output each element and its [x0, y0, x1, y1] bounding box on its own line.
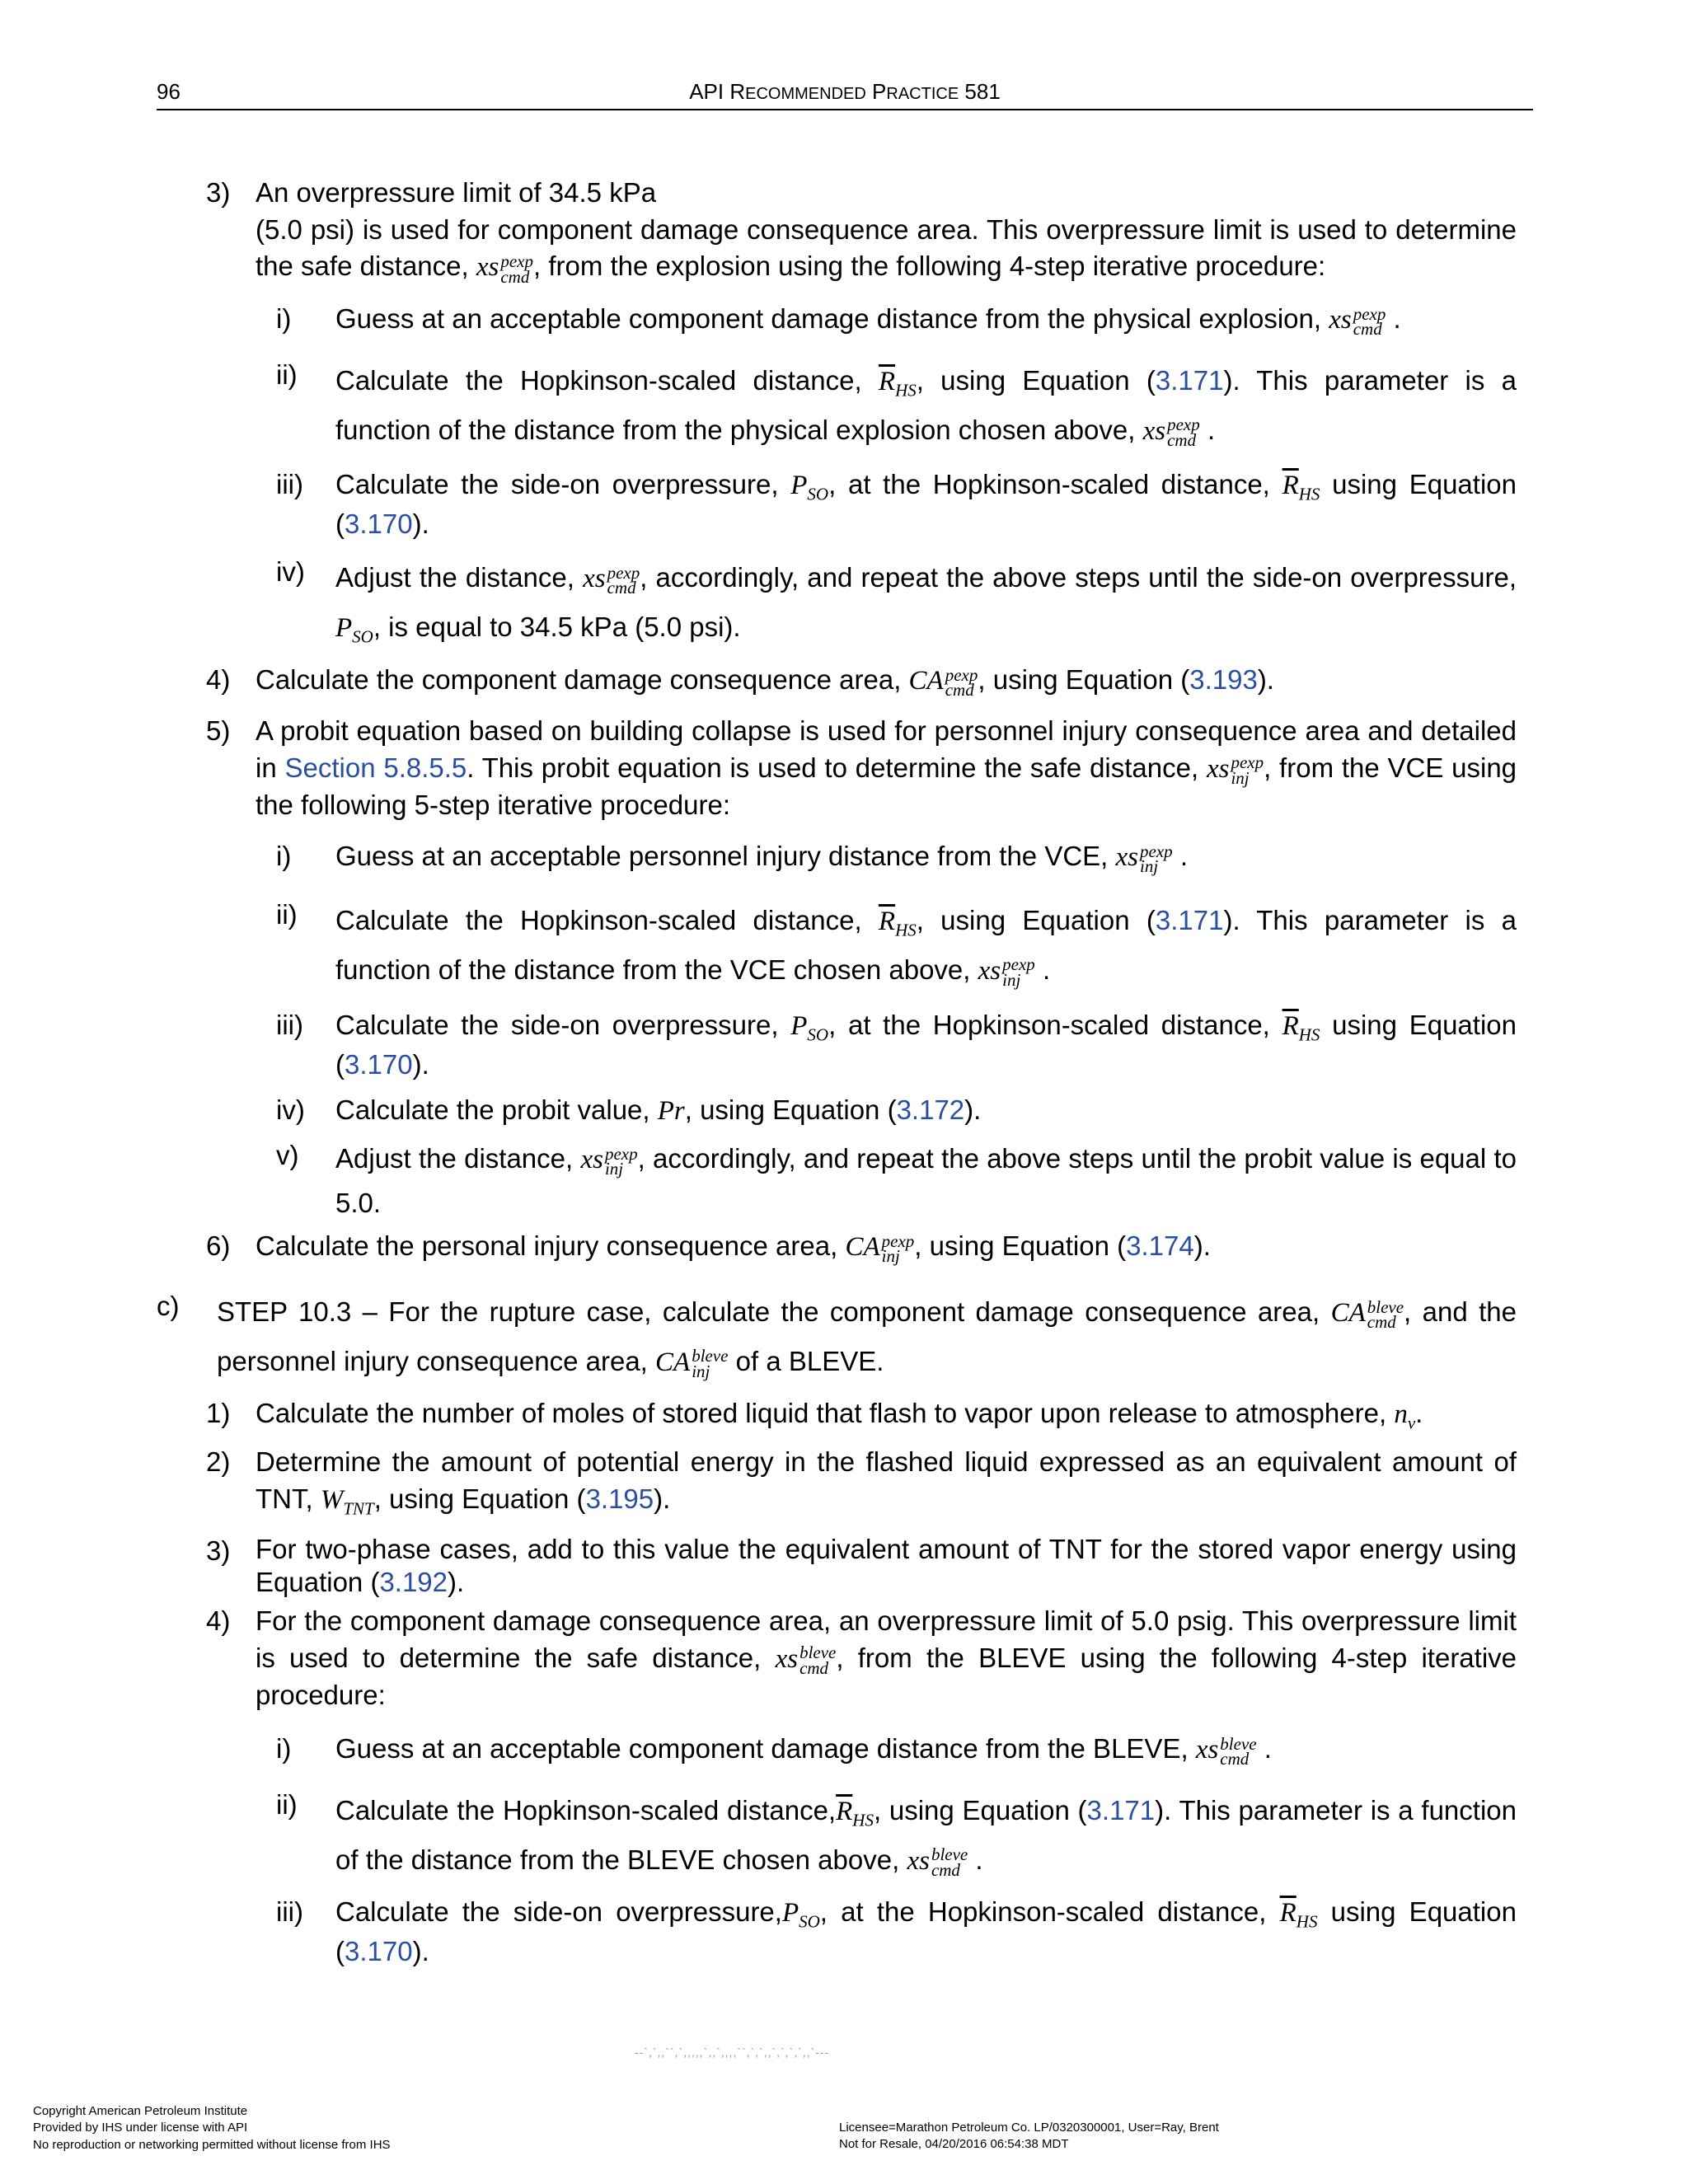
list-item: Adjust the distance, xs pexp cmd , accordingly, and repeat the above steps until the side-on overpressure, $P_{SO}$, is equal to 34.5 kPa (5.0 psi).	[335, 562, 1517, 647]
list-item: Calculate the component damage consequence area, CA pexp cmd , using Equation (3.193).	[256, 664, 1274, 701]
list-item: Determine the amount of potential energy in the flashed liquid expressed as an equivalent amount of TNT, $W_{TNT}$, using Equation (3.195).	[256, 1446, 1517, 1519]
item-label: 6)	[206, 1230, 231, 1261]
list-item: An overpressure limit of 34.5 kPa (5.0 psi) is used for component damage consequence area. This overpressure limit is used to determine the safe distance, xs pexp cmd , from the explosion using the following 4-step iterative procedure:	[256, 177, 1517, 287]
item-label: i)	[276, 303, 292, 334]
watermark-stamp: --`,`,,``,`,,,,,`,,`,,,,``,`,`,,`,`,`,`,,`---	[635, 2046, 830, 2059]
equation-link[interactable]: 3.172	[896, 1094, 965, 1125]
item-label: iii)	[276, 1010, 303, 1040]
list-item: Adjust the distance, xs pexp inj , accordingly, and repeat the above steps until the probit value is equal to 5.0.	[335, 1143, 1517, 1218]
list-item: Calculate the Hopkinson-scaled $distance,\overline{R}_{HS}$, using Equation (3.171). This parameter is a function of the distance from the BLEVE chosen above, xs bleve cmd .	[335, 1795, 1517, 1881]
equation-link[interactable]: 3.171	[1155, 365, 1224, 396]
list-item: Guess at an acceptable personnel injury distance from the VCE, xs pexp inj .	[335, 841, 1189, 877]
list-item: Calculate the side-on $overpressure,P_{SO}$, at the Hopkinson-scaled distance, $\overline{R}_{HS}$ using Equation (3.170).	[335, 1896, 1517, 1966]
item-label: 5)	[206, 715, 231, 746]
item-label: 1)	[206, 1398, 231, 1428]
page-header	[157, 76, 1533, 110]
item-label: i)	[276, 1733, 292, 1764]
list-item: Calculate the side-on overpressure, $P_{SO}$, at the Hopkinson-scaled distance, $\overline{R}_{HS}$ using Equation (3.170).	[335, 469, 1517, 539]
item-label: iv)	[276, 1094, 305, 1125]
item-label: 3)	[206, 177, 231, 208]
item-label: iii)	[276, 1896, 303, 1927]
running-title: API RECOMMENDED PRACTICE 581	[689, 79, 1001, 104]
item-label: v)	[276, 1140, 299, 1170]
item-label: iv)	[276, 556, 305, 587]
item-label: 3)	[206, 1535, 231, 1566]
equation-link[interactable]: 3.171	[1155, 905, 1224, 935]
item-label: 4)	[206, 1605, 231, 1636]
item-label: iii)	[276, 469, 303, 499]
equation-link[interactable]: 3.192	[379, 1566, 448, 1597]
list-item: For the component damage consequence area, an overpressure limit of 5.0 psig. This overpressure limit is used to determine the safe distance, xs bleve cmd , from the BLEVE using the following 4-step iterative procedure:	[256, 1605, 1517, 1711]
item-label: ii)	[276, 899, 298, 930]
list-item: Guess at an acceptable component damage distance from the BLEVE, xs bleve cmd .	[335, 1733, 1272, 1769]
list-item: Calculate the Hopkinson-scaled distance, $\overline{R}_{HS}$, using Equation (3.171). This parameter is a function of the distance from the VCE chosen above, xs pexp inj .	[335, 905, 1517, 991]
equation-link[interactable]: 3.193	[1189, 664, 1258, 695]
equation-link[interactable]: 3.170	[345, 508, 413, 539]
list-item: Calculate the number of moles of stored liquid that flash to vapor upon release to atmosphere, $n_v$.	[256, 1398, 1423, 1433]
item-label: c)	[157, 1291, 180, 1321]
item-label: 4)	[206, 664, 231, 695]
list-item: A probit equation based on building collapse is used for personnel injury consequence area and detailed in Section 5.8.5.5. This probit equation is used to determine the safe distance, xs pexp inj , from the VCE using the following 5-step iterative procedure:	[256, 715, 1517, 821]
item-label: ii)	[276, 359, 298, 390]
equation-link[interactable]: 3.195	[585, 1483, 654, 1514]
item-label: 2)	[206, 1446, 231, 1477]
list-item: For two-phase cases, add to this value the equivalent amount of TNT for the stored vapor energy using Equation (3.192).	[256, 1534, 1517, 1597]
list-item: Calculate the personal injury consequence area, CA pexp inj , using Equation (3.174).	[256, 1230, 1211, 1267]
item-label: i)	[276, 841, 292, 871]
footer-copyright: Copyright American Petroleum Institute Provided by IHS under license with API No reproduction or networking permitted without license from IHS	[33, 2104, 391, 2152]
equation-link[interactable]: 3.170	[345, 1935, 413, 1966]
equation-link[interactable]: 3.174	[1126, 1230, 1194, 1261]
item-label: ii)	[276, 1789, 298, 1820]
list-item: Calculate the side-on overpressure, $P_{SO}$, at the Hopkinson-scaled distance, $\overline{R}_{HS}$ using Equation (3.170).	[335, 1010, 1517, 1080]
list-item: Calculate the Hopkinson-scaled distance, $\overline{R}_{HS}$, using Equation (3.171). This parameter is a function of the distance from the physical explosion chosen above, xs pexp cmd .	[335, 365, 1517, 451]
equation-link[interactable]: 3.170	[345, 1048, 413, 1080]
list-item: STEP 10.3 – For the rupture case, calculate the component damage consequence area, CA bleve cmd , and the personnel injury consequence area, CA bleve inj of a BLEVE.	[217, 1296, 1517, 1382]
list-item: Calculate the probit value, Pr, using Equation (3.172).	[335, 1094, 982, 1126]
equation-link[interactable]: 3.171	[1086, 1795, 1156, 1825]
page-number: 96	[157, 79, 181, 104]
footer-license: Licensee=Marathon Petroleum Co. LP/0320300001, User=Ray, Brent Not for Resale, 04/20/2016 06:54:38 MDT	[839, 2121, 1219, 2152]
section-link[interactable]: Section 5.8.5.5	[284, 752, 467, 783]
list-item: Guess at an acceptable component damage distance from the physical explosion, xs pexp cmd .	[335, 303, 1401, 340]
